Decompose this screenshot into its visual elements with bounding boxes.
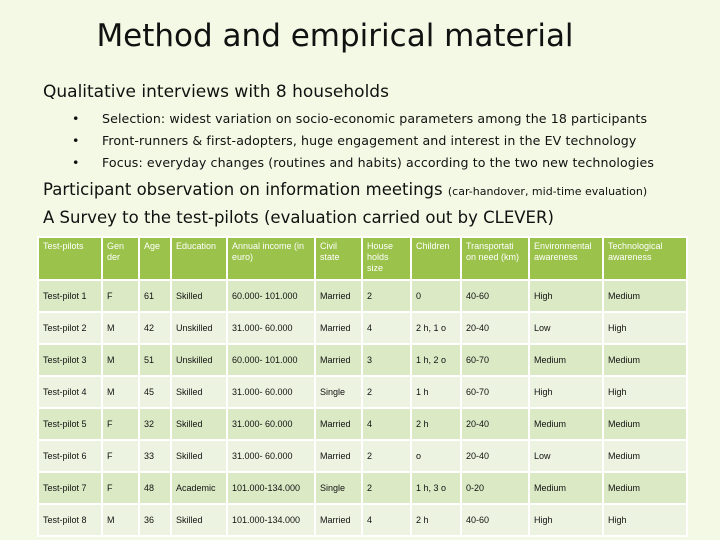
- column-header: Technological awareness: [603, 237, 687, 280]
- table-cell: High: [603, 312, 687, 344]
- table-cell: M: [102, 312, 139, 344]
- table-cell: 20-40: [461, 312, 529, 344]
- table-cell: 3: [362, 344, 411, 376]
- table-cell: 2 h: [411, 408, 461, 440]
- table-cell: High: [529, 280, 603, 312]
- table-cell: 36: [139, 504, 171, 536]
- table-cell: Low: [529, 440, 603, 472]
- table-row: [38, 312, 687, 344]
- survey-line: A Survey to the test-pilots (evaluation carried out by CLEVER): [43, 208, 554, 227]
- table-row: [38, 280, 687, 312]
- table-cell: Medium: [603, 440, 687, 472]
- table-cell: 101.000-134.000: [227, 472, 315, 504]
- bullet-text: Front-runners & first-adopters, huge engagement and interest in the EV technology: [102, 133, 637, 148]
- table-cell: M: [102, 376, 139, 408]
- column-header: Age: [139, 237, 171, 280]
- table-cell: F: [102, 280, 139, 312]
- table-row: [38, 344, 687, 376]
- bullet-icon: •: [72, 133, 80, 148]
- table-cell: 20-40: [461, 440, 529, 472]
- table-cell: 2 h: [411, 504, 461, 536]
- observation-text: Participant observation on information meetings: [43, 180, 448, 199]
- column-header: Civil state: [315, 237, 362, 280]
- table-cell: Test-pilot 8: [38, 504, 102, 536]
- table-cell: High: [603, 504, 687, 536]
- table-cell: Married: [315, 344, 362, 376]
- bullet-list: [72, 108, 654, 174]
- table-cell: High: [603, 376, 687, 408]
- page-title: Method and empirical material: [96, 18, 574, 54]
- table-cell: 32: [139, 408, 171, 440]
- table-cell: 31.000- 60.000: [227, 312, 315, 344]
- table-cell: 61: [139, 280, 171, 312]
- table-cell: Test-pilot 4: [38, 376, 102, 408]
- table-cell: Medium: [603, 280, 687, 312]
- table-cell: 2: [362, 376, 411, 408]
- table-cell: 101.000-134.000: [227, 504, 315, 536]
- table-cell: Married: [315, 312, 362, 344]
- table-cell: Married: [315, 280, 362, 312]
- column-header: Education: [171, 237, 227, 280]
- table-cell: Married: [315, 504, 362, 536]
- column-header: Gen der: [102, 237, 139, 280]
- table-cell: 45: [139, 376, 171, 408]
- table-cell: Test-pilot 1: [38, 280, 102, 312]
- table-cell: Married: [315, 408, 362, 440]
- table-cell: Unskilled: [171, 312, 227, 344]
- table-cell: Medium: [529, 344, 603, 376]
- table-cell: o: [411, 440, 461, 472]
- table-row: [38, 472, 687, 504]
- table-cell: 2: [362, 280, 411, 312]
- table-cell: 0: [411, 280, 461, 312]
- table-cell: 51: [139, 344, 171, 376]
- table-cell: Test-pilot 3: [38, 344, 102, 376]
- table-cell: Skilled: [171, 376, 227, 408]
- table-row: [38, 376, 687, 408]
- table-cell: 33: [139, 440, 171, 472]
- table-cell: Unskilled: [171, 344, 227, 376]
- table-cell: 60-70: [461, 344, 529, 376]
- table-cell: Low: [529, 312, 603, 344]
- table-header-row: [38, 237, 687, 280]
- observation-note: (car-handover, mid-time evaluation): [447, 185, 648, 198]
- table-cell: 60.000- 101.000: [227, 344, 315, 376]
- table-cell: F: [102, 408, 139, 440]
- table-cell: 60.000- 101.000: [227, 280, 315, 312]
- table-cell: F: [102, 472, 139, 504]
- table-cell: Single: [315, 376, 362, 408]
- table-cell: Skilled: [171, 280, 227, 312]
- table-cell: Medium: [529, 472, 603, 504]
- table-cell: 4: [362, 312, 411, 344]
- column-header: House holds size: [362, 237, 411, 280]
- table-cell: Married: [315, 440, 362, 472]
- table-cell: 48: [139, 472, 171, 504]
- table-cell: 2: [362, 440, 411, 472]
- table-row: [38, 504, 687, 536]
- column-header: Transportati on need (km): [461, 237, 529, 280]
- table-cell: 40-60: [461, 280, 529, 312]
- table-cell: 40-60: [461, 504, 529, 536]
- column-header: Annual income (in euro): [227, 237, 315, 280]
- table-cell: Medium: [529, 408, 603, 440]
- list-item: [72, 152, 654, 174]
- observation-line: [43, 180, 647, 199]
- table-cell: High: [529, 504, 603, 536]
- table-cell: Test-pilot 6: [38, 440, 102, 472]
- table-cell: Academic: [171, 472, 227, 504]
- table-cell: 31.000- 60.000: [227, 376, 315, 408]
- table-cell: 31.000- 60.000: [227, 440, 315, 472]
- table-cell: 1 h, 3 o: [411, 472, 461, 504]
- table-cell: 2: [362, 472, 411, 504]
- table-cell: Skilled: [171, 504, 227, 536]
- table-cell: 60-70: [461, 376, 529, 408]
- list-item: [72, 108, 654, 130]
- table-row: [38, 408, 687, 440]
- table-cell: Skilled: [171, 440, 227, 472]
- table-cell: Medium: [603, 472, 687, 504]
- table-cell: 31.000- 60.000: [227, 408, 315, 440]
- table-cell: High: [529, 376, 603, 408]
- bullet-icon: •: [72, 111, 80, 126]
- table-cell: Skilled: [171, 408, 227, 440]
- table-cell: M: [102, 344, 139, 376]
- table-row: [38, 440, 687, 472]
- table-cell: 1 h: [411, 376, 461, 408]
- table-cell: 4: [362, 504, 411, 536]
- table-cell: 2 h, 1 o: [411, 312, 461, 344]
- column-header: Test-pilots: [38, 237, 102, 280]
- table-cell: 20-40: [461, 408, 529, 440]
- list-item: [72, 130, 654, 152]
- table-cell: 42: [139, 312, 171, 344]
- table-body: [38, 280, 687, 536]
- section-heading: Qualitative interviews with 8 households: [43, 82, 389, 102]
- table-cell: Test-pilot 7: [38, 472, 102, 504]
- table-cell: M: [102, 504, 139, 536]
- table-cell: Medium: [603, 344, 687, 376]
- table-cell: 0-20: [461, 472, 529, 504]
- table-cell: Single: [315, 472, 362, 504]
- bullet-text: Focus: everyday changes (routines and habits) according to the two new technologies: [102, 155, 654, 170]
- bullet-text: Selection: widest variation on socio-economic parameters among the 18 participants: [102, 111, 648, 126]
- table-cell: F: [102, 440, 139, 472]
- column-header: Children: [411, 237, 461, 280]
- table-cell: 1 h, 2 o: [411, 344, 461, 376]
- table-cell: Test-pilot 2: [38, 312, 102, 344]
- test-pilots-table: [37, 236, 688, 537]
- table-cell: Medium: [603, 408, 687, 440]
- bullet-icon: •: [72, 155, 80, 170]
- table-cell: Test-pilot 5: [38, 408, 102, 440]
- column-header: Environmental awareness: [529, 237, 603, 280]
- table-cell: 4: [362, 408, 411, 440]
